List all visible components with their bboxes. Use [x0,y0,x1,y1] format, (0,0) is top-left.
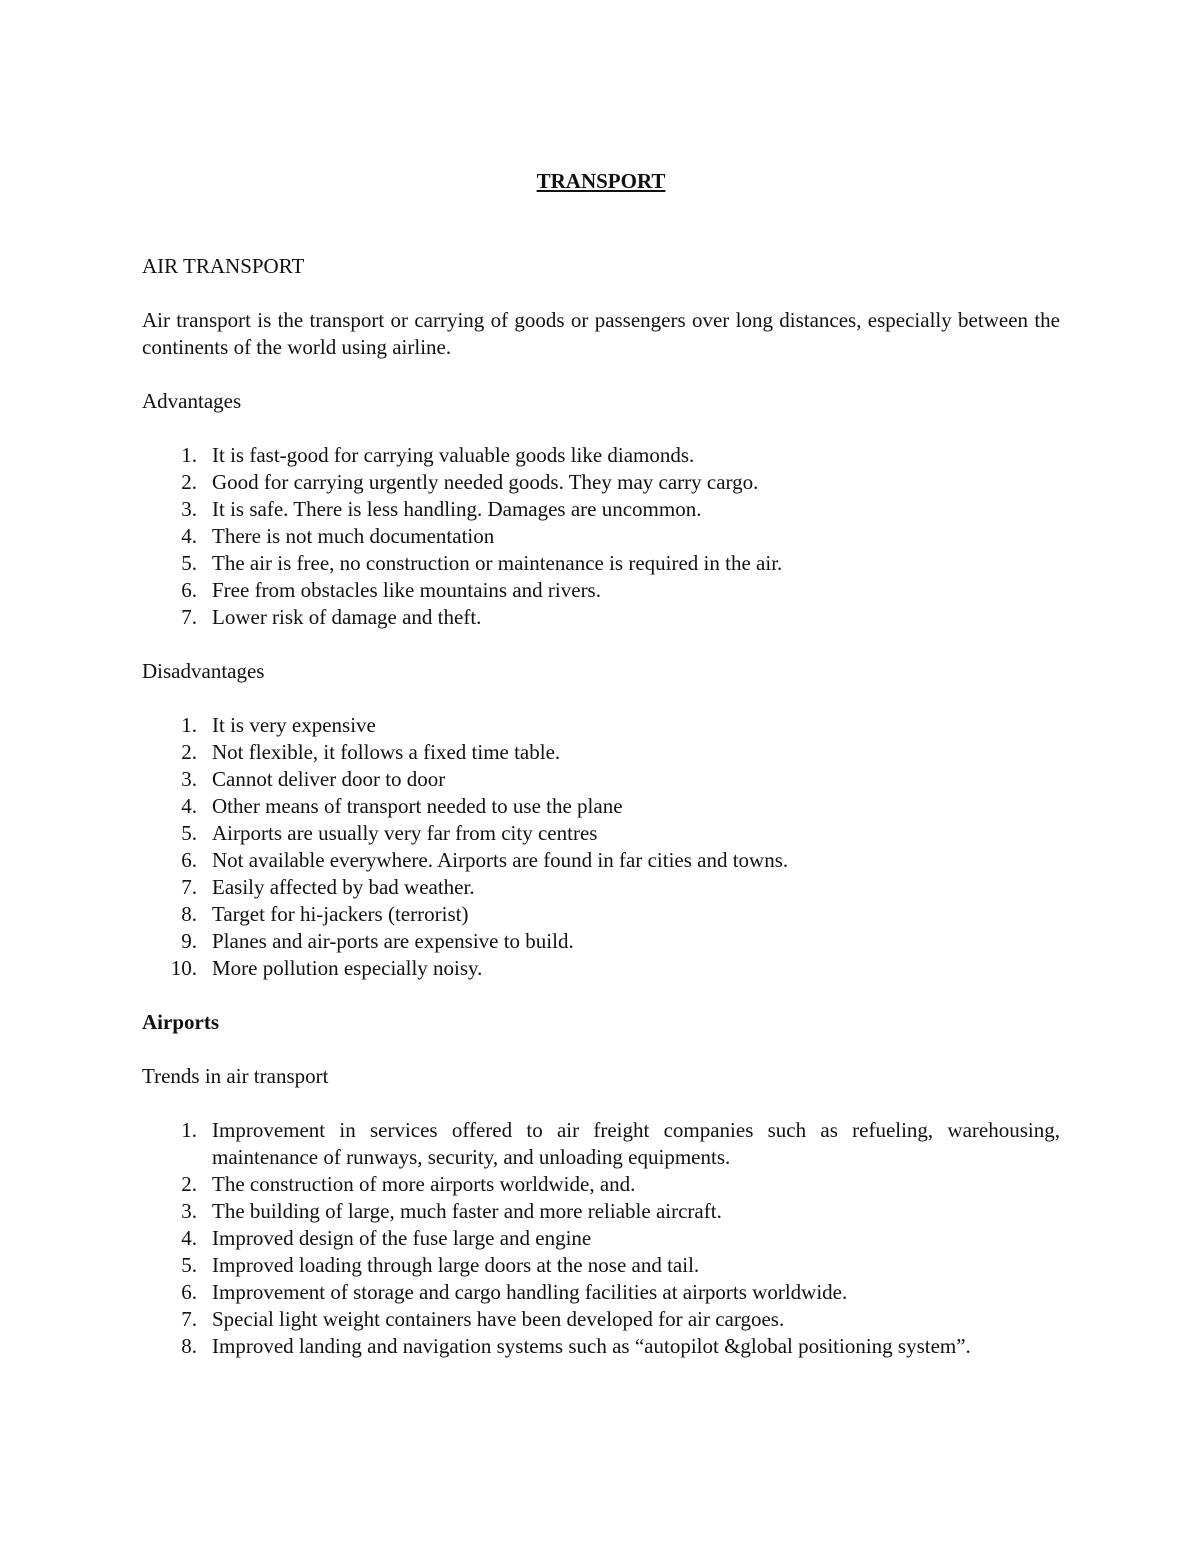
list-item [142,901,1060,928]
list-item-number: 3. [181,1199,197,1223]
list-item [142,1333,1060,1360]
list-item-text: It is very expensive [212,713,376,737]
list-item-text: There is not much documentation [212,524,495,548]
list-item [142,1306,1060,1333]
intro-paragraph: Air transport is the transport or carrying of goods or passengers over long distances, especially between the continents of the world using airline. [142,308,1060,359]
list-item-number: 1. [181,1118,197,1142]
list-item-number: 7. [181,875,197,899]
list-item-number: 2. [181,1172,197,1196]
list-item-text: Target for hi-jackers (terrorist) [212,902,469,926]
list-item-text: The construction of more airports worldwide, and. [212,1172,636,1196]
list-item [142,712,1060,739]
list-item [142,847,1060,874]
list-item-text: Not flexible, it follows a fixed time table. [212,740,561,764]
list-item-text: Lower risk of damage and theft. [212,605,482,629]
list-item-number: 3. [181,767,197,791]
list-item-number: 4. [181,1226,197,1250]
list-item-number: 1. [181,713,197,737]
list-item-text: The air is free, no construction or maintenance is required in the air. [212,551,783,575]
list-item-number: 7. [181,605,197,629]
list-item-text: It is fast-good for carrying valuable goods like diamonds. [212,443,695,467]
list-item [142,523,1060,550]
list-item [142,496,1060,523]
list-item-number: 5. [181,1253,197,1277]
list-item-number: 6. [181,578,197,602]
list-item [142,550,1060,577]
list-item-text: Airports are usually very far from city centres [212,821,598,845]
list-item-text: Easily affected by bad weather. [212,875,475,899]
list-item-text: Improved loading through large doors at the nose and tail. [212,1253,700,1277]
list-item-text: Improved landing and navigation systems such as “autopilot &global positioning system”. [212,1334,971,1358]
trends-heading: Trends in air transport [142,1064,329,1088]
list-item [142,1117,1060,1171]
list-item-number: 6. [181,848,197,872]
list-item [142,604,1060,631]
list-item-number: 5. [181,551,197,575]
list-item-number: 9. [181,929,197,953]
list-item-text: Not available everywhere. Airports are found in far cities and towns. [212,848,789,872]
list-item [142,793,1060,820]
list-item-number: 8. [181,902,197,926]
list-item-text: More pollution especially noisy. [212,956,483,980]
list-item-number: 4. [181,524,197,548]
list-item [142,1279,1060,1306]
list-item [142,469,1060,496]
list-item-text: Improvement of storage and cargo handling facilities at airports worldwide. [212,1280,848,1304]
list-item-number: 8. [181,1334,197,1358]
advantages-list [142,442,1060,631]
list-item-number: 1. [181,443,197,467]
list-item-text: The building of large, much faster and more reliable aircraft. [212,1199,722,1223]
list-item-text: Special light weight containers have been developed for air cargoes. [212,1307,785,1331]
document-body [142,163,1060,1387]
list-item-text: Improved design of the fuse large and engine [212,1226,592,1250]
airports-heading: Airports [142,1010,219,1034]
list-item-text: Improvement in services offered to air freight companies such as refueling, warehousing, maintenance of runways, security, and unloading equipments. [212,1118,1060,1169]
list-item [142,442,1060,469]
document-title: TRANSPORT [536,169,666,193]
list-item-text: It is safe. There is less handling. Damages are uncommon. [212,497,702,521]
list-item-number: 5. [181,821,197,845]
disadvantages-list [142,712,1060,982]
section-heading-air-transport: AIR TRANSPORT [142,254,305,278]
list-item-number: 2. [181,740,197,764]
list-item [142,577,1060,604]
list-item [142,928,1060,955]
advantages-heading: Advantages [142,389,242,413]
list-item [142,1198,1060,1225]
list-item-text: Planes and air-ports are expensive to build. [212,929,574,953]
list-item [142,739,1060,766]
list-item-number: 10. [170,956,197,980]
list-item [142,1171,1060,1198]
list-item-text: Good for carrying urgently needed goods. They may carry cargo. [212,470,759,494]
list-item-number: 3. [181,497,197,521]
list-item [142,874,1060,901]
disadvantages-heading: Disadvantages [142,659,265,683]
list-item-text: Other means of transport needed to use the plane [212,794,623,818]
list-item [142,955,1060,982]
list-item-text: Free from obstacles like mountains and rivers. [212,578,601,602]
list-item [142,1252,1060,1279]
list-item-text: Cannot deliver door to door [212,767,446,791]
list-item [142,1225,1060,1252]
list-item-number: 2. [181,470,197,494]
list-item [142,766,1060,793]
list-item [142,820,1060,847]
list-item-number: 6. [181,1280,197,1304]
list-item-number: 4. [181,794,197,818]
trends-list [142,1117,1060,1360]
list-item-number: 7. [181,1307,197,1331]
